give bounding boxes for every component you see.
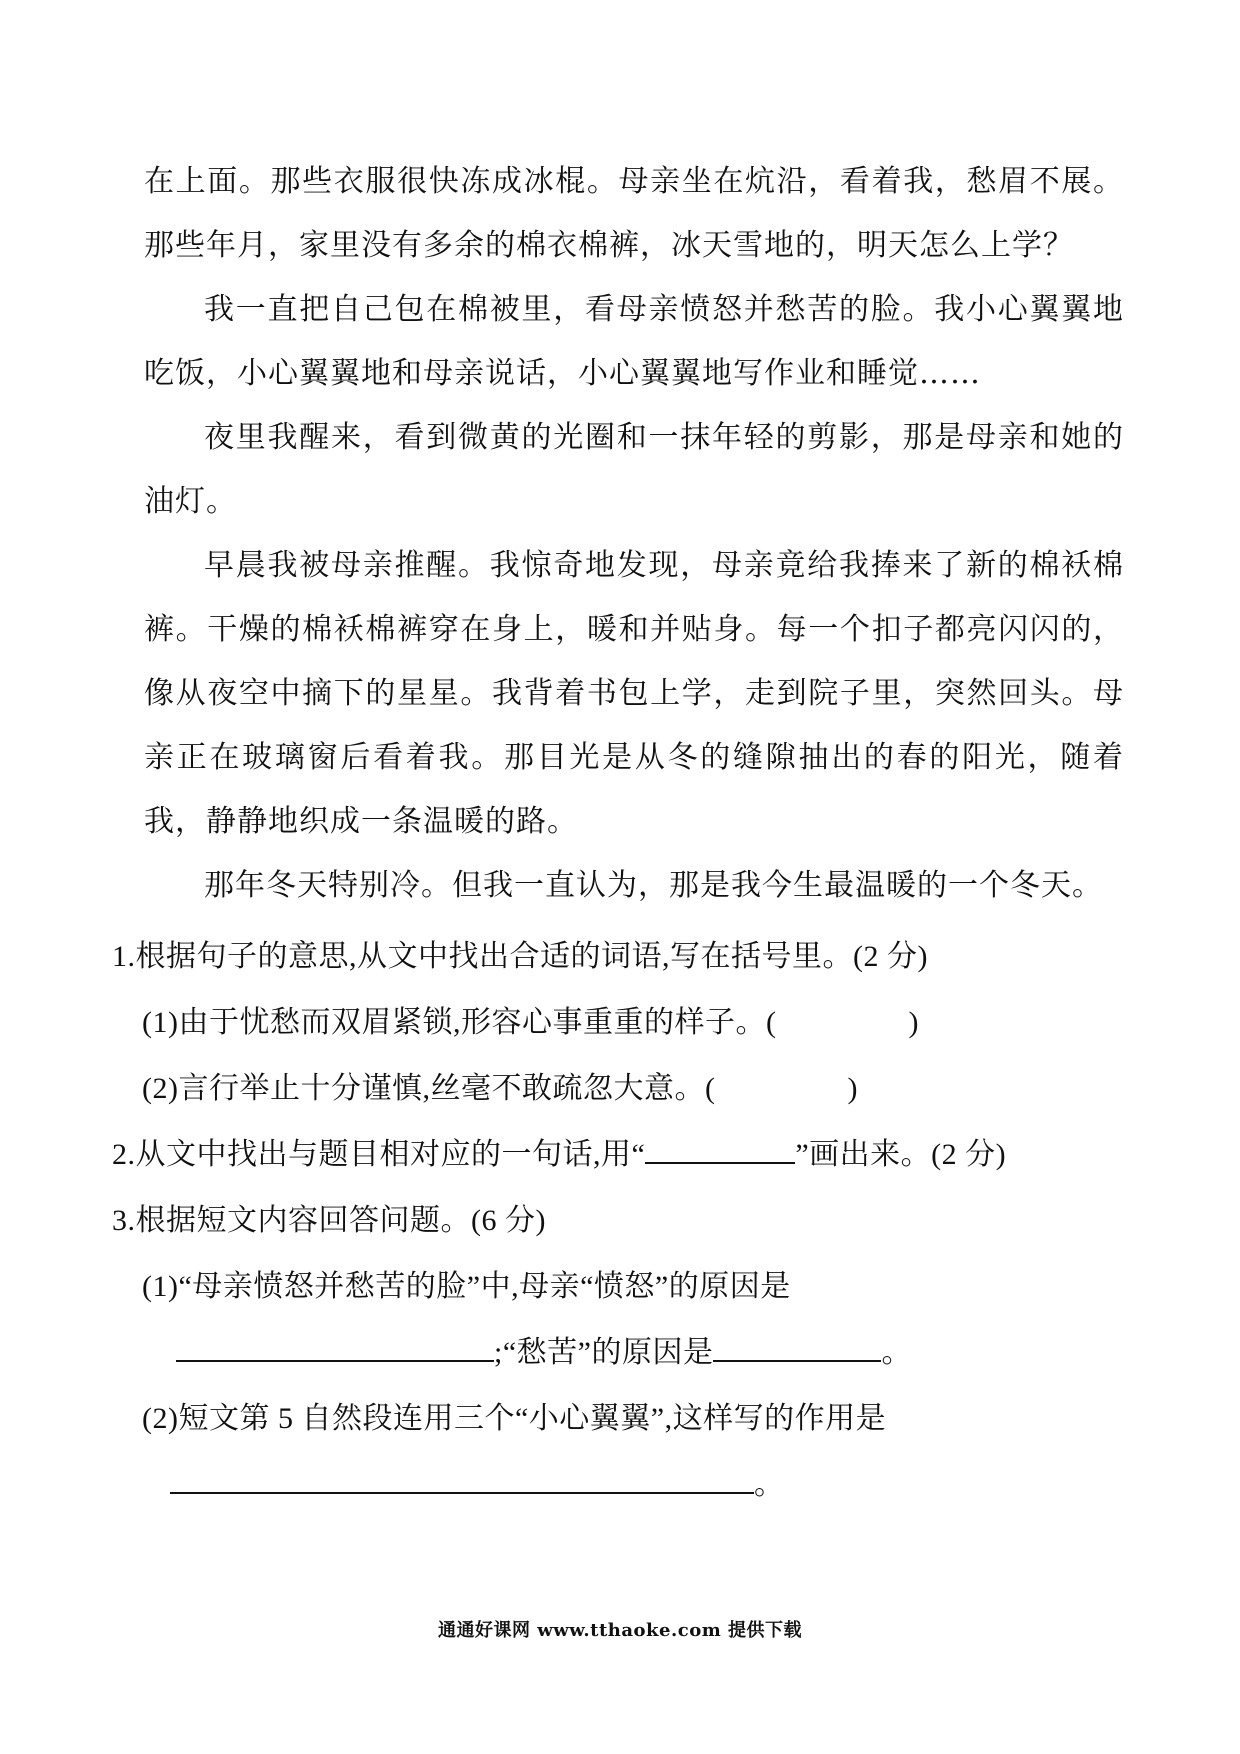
question-1-sub-1: [112, 990, 1112, 1056]
question-3-sub-1-mid: ;“愁苦”的原因是: [494, 1336, 714, 1369]
passage-paragraph-2: 我一直把自己包在棉被里，看母亲愤怒并愁苦的脸。我小心翼翼地吃饭，小心翼翼地和母亲说话，小心翼翼地写作业和睡觉……: [144, 292, 1124, 391]
passage-paragraph-4: 早晨我被母亲推醒。我惊奇地发现，母亲竟给我捧来了新的棉袄棉裤。干燥的棉袄棉裤穿在身上，暖和并贴身。每一个扣子都亮闪闪的，像从夜空中摘下的星星。我背着书包上学，走到院子里，突然回头。母亲正在玻璃窗后看着我。那目光是从冬的缝隙抽出的春的阳光，随着我，静静地织成一条温暖的路。: [144, 548, 1124, 839]
question-1-sub-1-text: (1)由于忧愁而双眉紧锁,形容心事重重的样子。(: [142, 1006, 777, 1039]
question-3-sub-1: (1)“母亲愤怒并愁苦的脸”中,母亲“愤怒”的原因是: [142, 1270, 791, 1303]
question-3-stem: 3.根据短文内容回答问题。(6 分): [112, 1204, 546, 1237]
questions-section: [112, 924, 1112, 1518]
answer-line-worry-reason[interactable]: [713, 1330, 881, 1362]
question-2-stem: [112, 1122, 1112, 1188]
question-2-text-after: ”画出来。(2 分): [795, 1138, 1007, 1171]
question-1-stem: 1.根据句子的意思,从文中找出合适的词语,写在括号里。(2 分): [112, 940, 928, 973]
question-1-sub-2: [112, 1056, 1112, 1122]
answer-line-anger-reason[interactable]: [176, 1330, 494, 1362]
reading-passage: [144, 150, 1124, 918]
question-3-sub-1-end: 。: [881, 1336, 912, 1369]
question-3-sub-1-answer: [112, 1320, 1112, 1386]
question-2-text-before: 2.从文中找出与题目相对应的一句话,用“: [112, 1138, 646, 1171]
question-3-sub-2: (2)短文第 5 自然段连用三个“小心翼翼”,这样写的作用是: [142, 1402, 887, 1435]
footer-watermark: 通通好课网 www.tthaoke.com 提供下载: [437, 1620, 803, 1641]
passage-paragraph-1: 在上面。那些衣服很快冻成冰棍。母亲坐在炕沿，看着我，愁眉不展。那些年月，家里没有多余的棉衣棉裤，冰天雪地的，明天怎么上学？: [144, 164, 1124, 263]
question-3-sub-2-answer: [112, 1452, 1112, 1518]
question-1-sub-1-close: ): [908, 1006, 919, 1039]
passage-paragraph-3: 夜里我醒来，看到微黄的光圈和一抹年轻的剪影，那是母亲和她的油灯。: [144, 420, 1124, 519]
passage-paragraph-5: 那年冬天特别冷。但我一直认为，那是我今生最温暖的一个冬天。: [204, 868, 1103, 903]
question-1-sub-2-text: (2)言行举止十分谨慎,丝毫不敢疏忽大意。(: [142, 1072, 716, 1105]
question-3-sub-2-end: 。: [754, 1468, 785, 1501]
question-1-sub-2-close: ): [847, 1072, 858, 1105]
underline-sample: [645, 1132, 795, 1164]
answer-line-effect[interactable]: [170, 1462, 754, 1494]
